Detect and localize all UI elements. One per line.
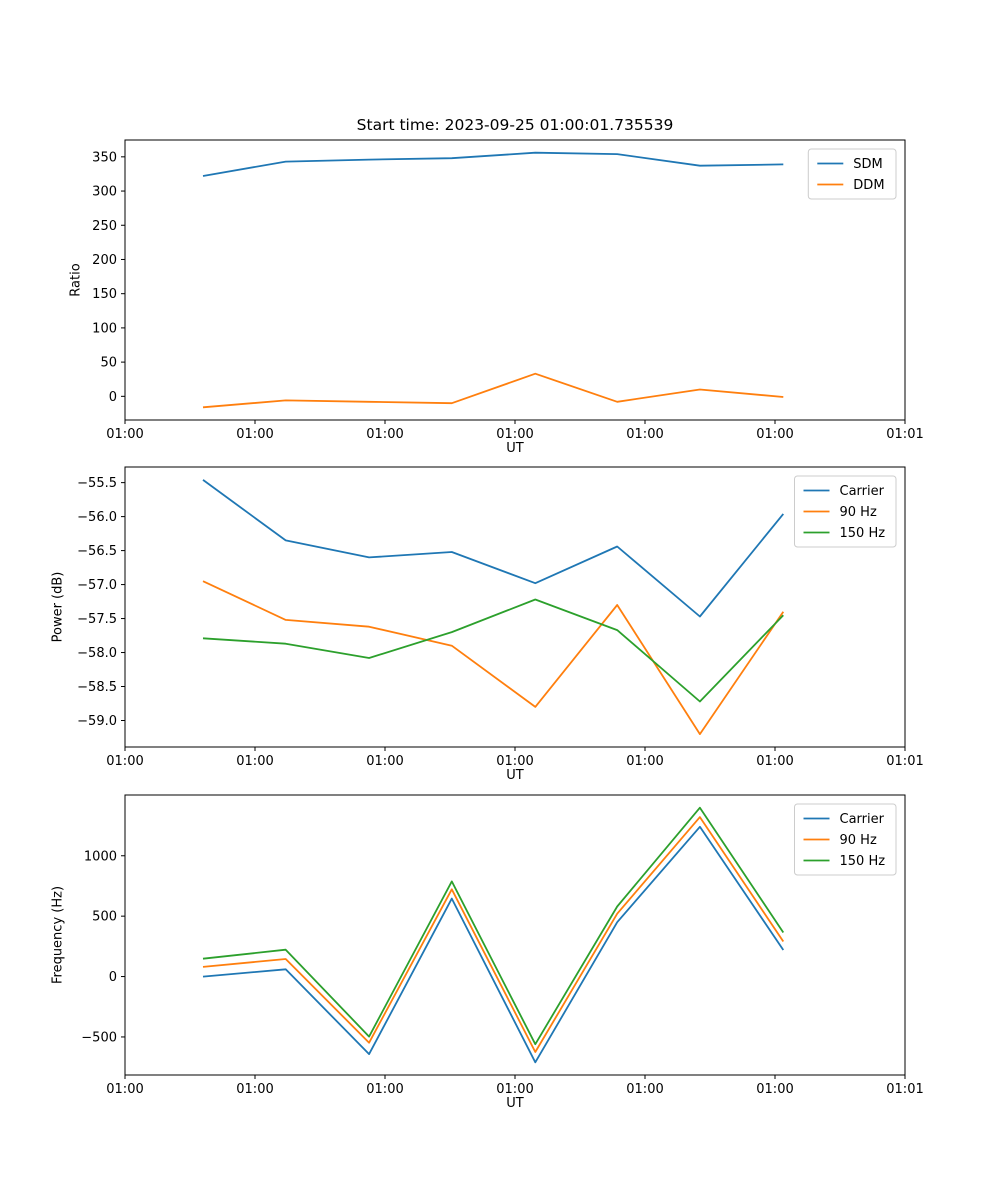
series-line-sdm [203, 153, 783, 176]
y-tick-label: −58.5 [77, 680, 117, 696]
x-tick-label: 01:01 [886, 1082, 924, 1097]
x-axis-ticks [106, 1075, 923, 1097]
x-tick-label: 01:00 [756, 754, 794, 769]
series-line-ddm [203, 374, 783, 408]
x-tick-label: 01:00 [626, 1082, 664, 1097]
chart-power-plot [0, 455, 1000, 787]
series-line-150-hz [203, 600, 783, 702]
series-line-90-hz [203, 581, 783, 734]
x-tick-label: 01:00 [236, 1082, 274, 1097]
legend [795, 476, 897, 547]
chart-power-xlabel: UT [506, 768, 524, 783]
legend-label: 150 Hz [839, 854, 886, 869]
x-tick-label: 01:00 [366, 754, 404, 769]
x-tick-label: 01:00 [756, 427, 794, 442]
x-tick-label: 01:00 [106, 754, 144, 769]
y-tick-label: 1000 [83, 849, 117, 865]
x-tick-label: 01:00 [236, 754, 274, 769]
x-tick-label: 01:00 [626, 754, 664, 769]
legend-label: Carrier [839, 484, 884, 499]
x-tick-label: 01:00 [496, 1082, 534, 1097]
x-tick-label: 01:01 [886, 754, 924, 769]
chart-frequency-xlabel: UT [506, 1096, 524, 1111]
legend-label: 90 Hz [839, 505, 877, 520]
y-tick-label: −55.5 [77, 476, 117, 492]
chart-ratio-xlabel: UT [506, 441, 524, 456]
x-tick-label: 01:00 [756, 1082, 794, 1097]
y-tick-label: −59.0 [77, 713, 117, 729]
x-tick-label: 01:00 [106, 1082, 144, 1097]
y-tick-label: −56.5 [77, 544, 117, 560]
y-tick-label: 0 [108, 389, 117, 405]
chart-power-ylabel: Power (dB) [50, 571, 66, 643]
x-axis-ticks [106, 420, 923, 442]
y-axis-ticks [92, 150, 125, 404]
y-tick-label: −57.5 [77, 612, 117, 628]
y-tick-label: 300 [92, 184, 117, 200]
legend-label: SDM [853, 157, 883, 172]
y-tick-label: −57.0 [77, 578, 117, 594]
y-axis-ticks [77, 476, 125, 729]
series-line-carrier [203, 827, 783, 1063]
y-tick-label: 350 [92, 150, 117, 166]
axes-frame [125, 140, 905, 420]
legend-label: 90 Hz [839, 833, 877, 848]
x-tick-label: 01:00 [496, 427, 534, 442]
x-tick-label: 01:00 [366, 427, 404, 442]
series-line-90-hz [203, 817, 783, 1052]
x-tick-label: 01:00 [366, 1082, 404, 1097]
x-tick-label: 01:00 [496, 754, 534, 769]
y-tick-label: 100 [92, 321, 117, 337]
legend [808, 149, 896, 199]
y-tick-label: 50 [100, 355, 117, 371]
legend [795, 804, 897, 875]
axes-frame [125, 795, 905, 1075]
series-line-carrier [203, 480, 783, 617]
chart-ratio-ylabel: Ratio [68, 263, 84, 297]
chart-ratio-plot [0, 90, 1000, 462]
chart-frequency-ylabel: Frequency (Hz) [50, 885, 66, 985]
y-tick-label: 200 [92, 252, 117, 268]
x-tick-label: 01:00 [106, 427, 144, 442]
y-tick-label: −58.0 [77, 646, 117, 662]
y-tick-label: 150 [92, 287, 117, 303]
legend-label: Carrier [839, 812, 884, 827]
x-tick-label: 01:01 [886, 427, 924, 442]
chart-frequency-plot [0, 783, 1000, 1130]
x-tick-label: 01:00 [236, 427, 274, 442]
y-tick-label: −500 [81, 1030, 117, 1046]
y-tick-label: 250 [92, 218, 117, 234]
legend-label: 150 Hz [839, 526, 886, 541]
plot-series [203, 808, 783, 1063]
legend-label: DDM [853, 178, 885, 193]
y-tick-label: 500 [92, 909, 117, 925]
y-axis-ticks [81, 849, 125, 1045]
y-tick-label: 0 [108, 970, 117, 986]
x-axis-ticks [106, 747, 923, 769]
series-line-150-hz [203, 808, 783, 1044]
plot-series [203, 480, 783, 734]
plot-series [203, 153, 783, 408]
y-tick-label: −56.0 [77, 510, 117, 526]
x-tick-label: 01:00 [626, 427, 664, 442]
figure-title: Start time: 2023-09-25 01:00:01.735539 [356, 116, 674, 134]
